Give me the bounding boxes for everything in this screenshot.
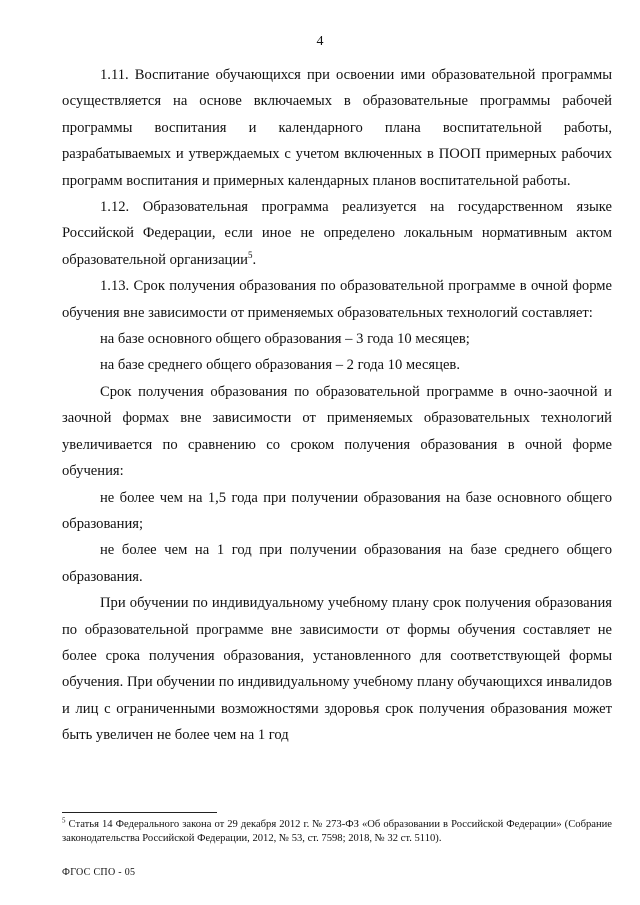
page-number: 4 [316, 34, 324, 49]
list-item-full-time-basic: на базе основного общего образования – 3 года 10 месяцев; [100, 331, 470, 348]
document-body [62, 62, 612, 749]
document-code: ФГОС СПО - 05 [62, 867, 136, 878]
list-item-full-time-secondary: на базе среднего общего образования – 2 года 10 месяцев. [100, 357, 460, 374]
footnote-divider [62, 812, 217, 813]
paragraph-1-12-text: 1.12. Образовательная программа реализуется на государственном языке Российской Федерации, если иное не определено локальным нормативным актом образовательной организации [62, 199, 612, 268]
paragraph-1-12 [62, 194, 612, 273]
list-item-part-time-secondary: не более чем на 1 год при получении образования на базе среднего общего образования. [62, 542, 612, 585]
paragraph-part-time-intro: Срок получения образования по образовательной программе в очно-заочной и заочной формах вне зависимости от применяемых образовательных технологий увеличивается по сравнению со сроком получения образования в очной форме обучения: [62, 383, 612, 480]
footnote [62, 818, 612, 846]
footnote-marker: 5 [62, 816, 66, 825]
list-item-part-time-basic: не более чем на 1,5 года при получении образования на базе основного общего образования; [62, 489, 612, 532]
paragraph-1-11: 1.11. Воспитание обучающихся при освоении ими образовательной программы осуществляется на основе включаемых в образовательные программы рабочей программы воспитания и календарного плана воспитательной работы, разрабатываемых и утверждаемых с учетом включенных в ПООП примерных рабочих программ воспитания и примерных календарных планов воспитательной работы. [62, 67, 612, 189]
paragraph-1-13: 1.13. Срок получения образования по образовательной программе в очной форме обучения вне зависимости от применяемых образовательных технологий составляет: [62, 278, 612, 321]
footnote-text: Статья 14 Федерального закона от 29 декабря 2012 г. № 273-ФЗ «Об образовании в Российской Федерации» (Собрание законодательства Российской Федерации, 2012, № 53, ст. 7598; 2018, № 32 ст. 5110). [62, 819, 612, 844]
footnote-reference[interactable]: 5 [247, 249, 253, 260]
paragraph-1-12-end: . [252, 251, 257, 268]
paragraph-individual-plan: При обучении по индивидуальному учебному плану срок получения образования по образовательной программе вне зависимости от формы обучения составляет не более срока получения образования, установленного для соответствующей формы обучения. При обучении по индивидуальному учебному плану обучающихся инвалидов и лиц с ограниченными возможностями здоровья срок получения образования может быть увеличен не более чем на 1 год [62, 595, 612, 744]
